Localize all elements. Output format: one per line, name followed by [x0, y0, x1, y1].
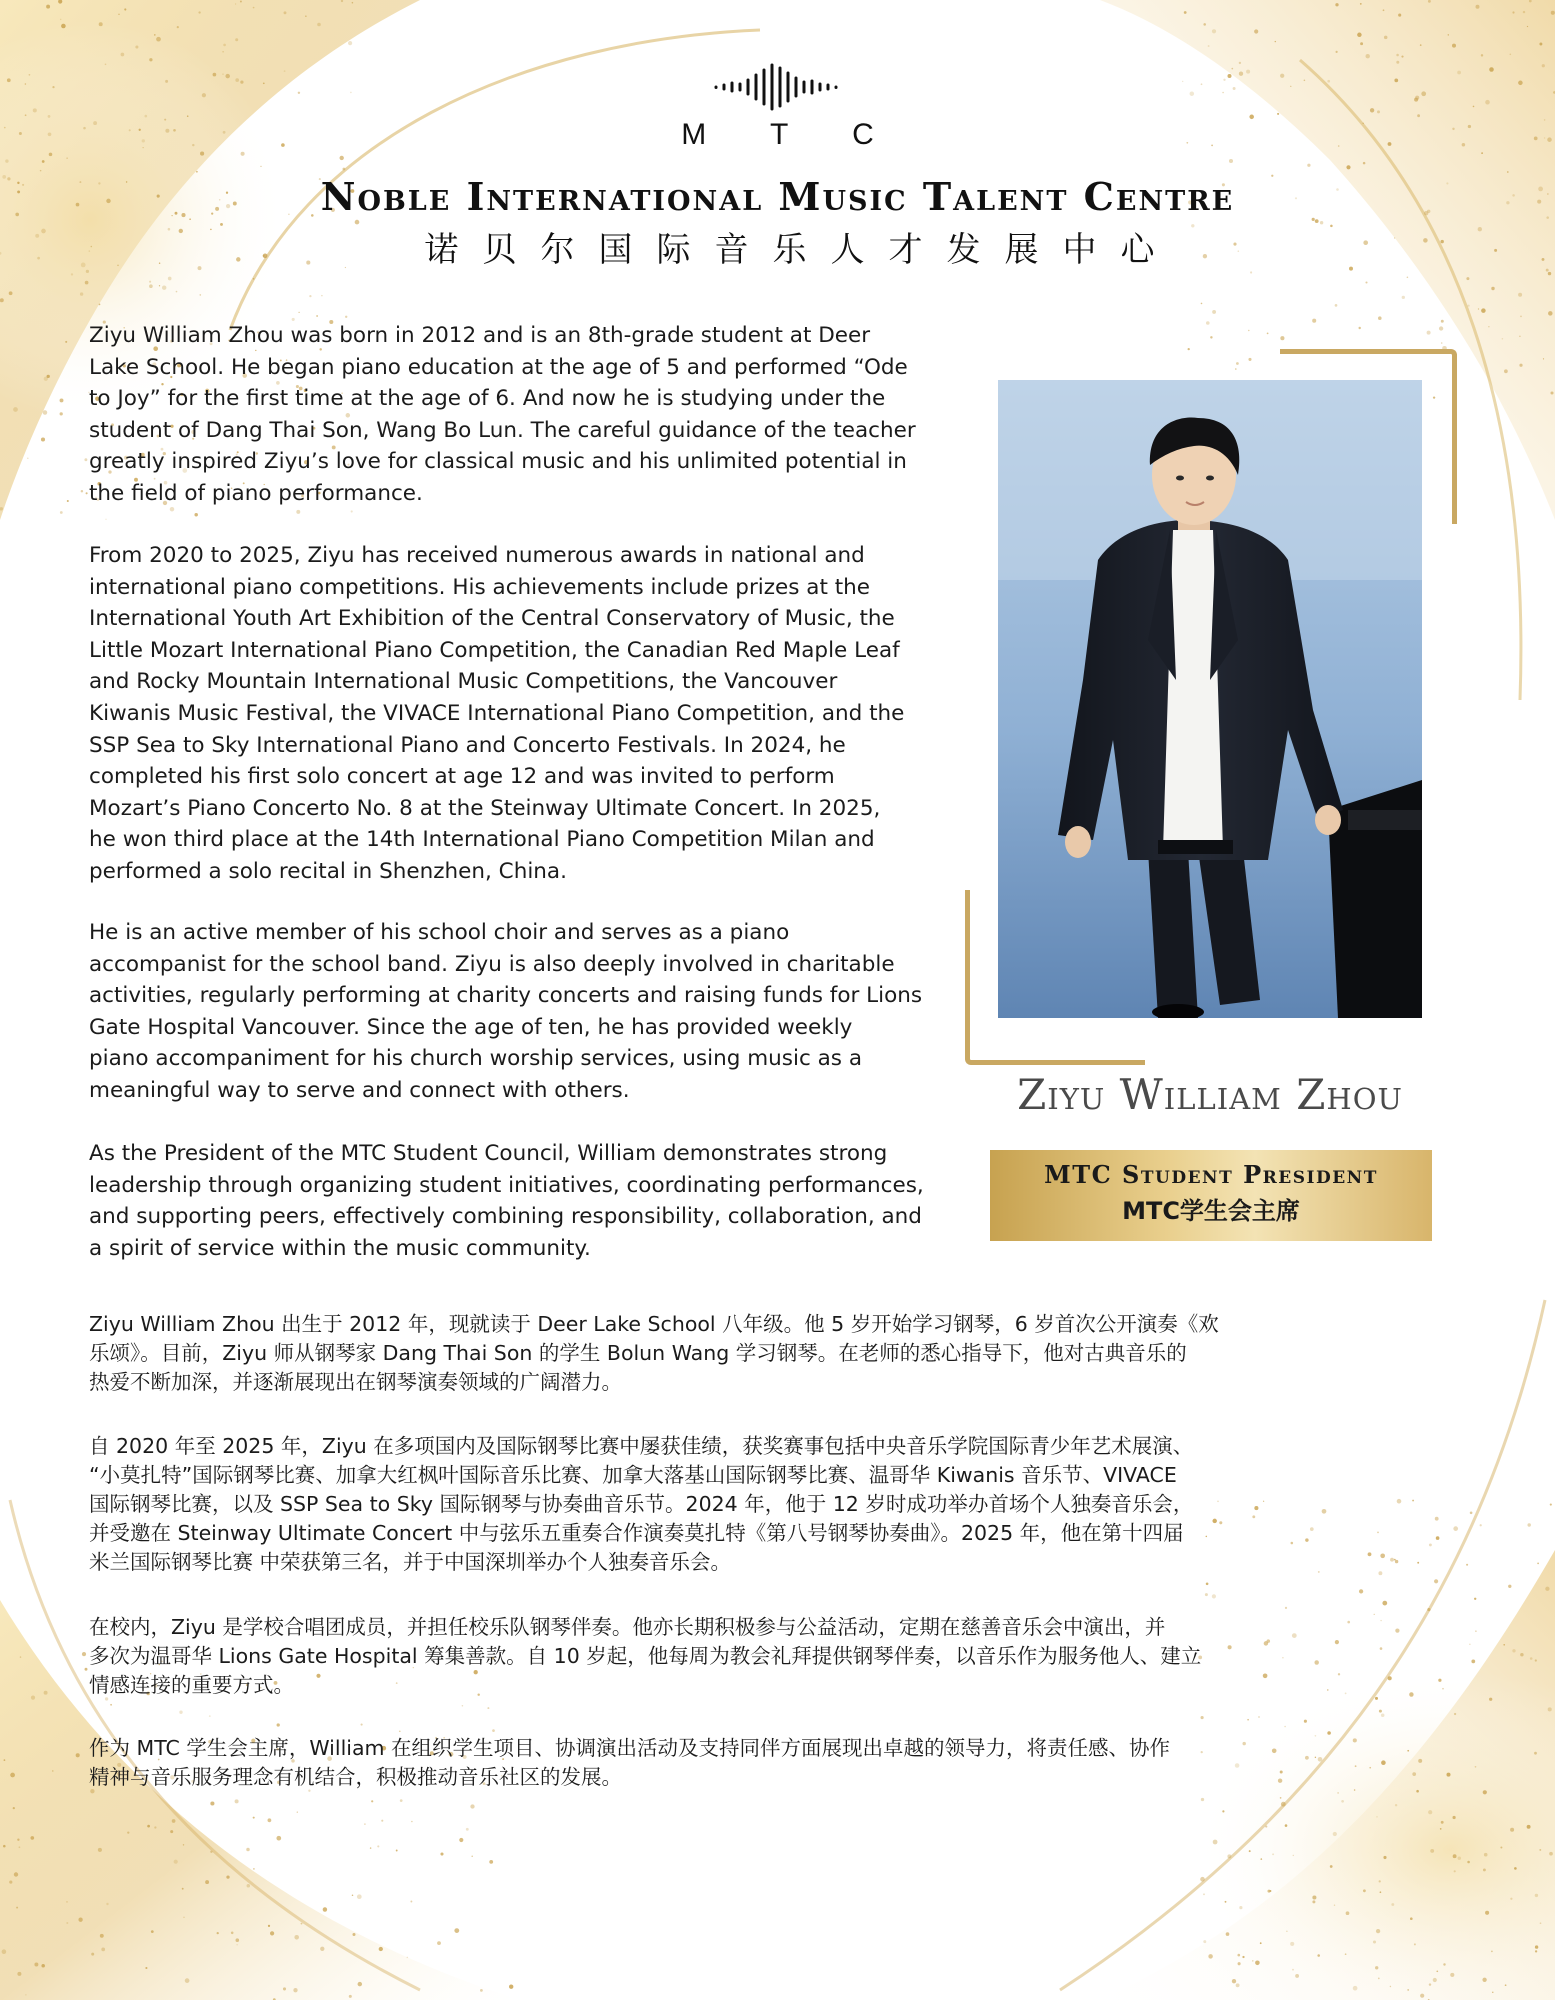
text-line: Mozart’s Piano Concerto No. 8 at the Steinway Ultimate Concert. In 2025, — [89, 795, 881, 821]
text-line: a spirit of service within the music community. — [89, 1235, 591, 1261]
text-line: 作为 MTC 学生会主席，William 在组织学生项目、协调演出活动及支持同伴方面展现出卓越的领导力，将责任感、协作 — [89, 1736, 1171, 1760]
text-line: leadership through organizing student initiatives, coordinating performances, — [89, 1172, 924, 1198]
text-line: 国际钢琴比赛，以及 SSP Sea to Sky 国际钢琴与协奏曲音乐节。2024 年，他于 12 岁时成功举办首场个人独奏音乐会， — [89, 1492, 1194, 1516]
text-line: 并受邀在 Steinway Ultimate Concert 中与弦乐五重奏合作演奏莫扎特《第八号钢琴协奏曲》。2025 年，他在第十四届 — [89, 1521, 1184, 1545]
text-line: 多次为温哥华 Lions Gate Hospital 筹集善款。自 10 岁起，他每周为教会礼拜提供钢琴伴奏，以音乐作为服务他人、建立 — [89, 1644, 1202, 1668]
text-line: and supporting peers, effectively combining responsibility, collaboration, and — [89, 1204, 922, 1230]
text-line: activities, regularly performing at charity concerts and raising funds for Lions — [89, 983, 923, 1009]
title-badge — [990, 1150, 1432, 1241]
text-line: piano accompaniment for his church worship services, using music as a — [89, 1046, 863, 1072]
organization-name-english: Noble International Music Talent Centre — [320, 174, 1235, 219]
portrait-photo — [998, 380, 1422, 1018]
text-line: completed his first solo concert at age 12 and was invited to perform — [89, 764, 835, 790]
bio-english-paragraph-4 — [89, 1138, 924, 1264]
text-line: Little Mozart International Piano Competition, the Canadian Red Maple Leaf — [89, 637, 900, 663]
text-line: International Youth Art Exhibition of the Central Conservatory of Music, the — [89, 606, 895, 632]
text-line: accompanist for the school band. Ziyu is also deeply involved in charitable — [89, 951, 895, 977]
text-line: Ziyu William Zhou 出生于 2012 年，现就读于 Deer Lake School 八年级。他 5 岁开始学习钢琴，6 岁首次公开演奏《欢 — [89, 1312, 1219, 1336]
title-chinese: MTC学生会主席 — [1122, 1197, 1300, 1225]
text-line: 乐颂》。目前，Ziyu 师从钢琴家 Dang Thai Son 的学生 Bolun Wang 学习钢琴。在老师的悉心指导下，他对古典音乐的 — [89, 1341, 1187, 1365]
text-line: performed a solo recital in Shenzhen, China. — [89, 858, 567, 884]
organization-name-chinese: 诺贝尔国际音乐人才发展中心 — [424, 230, 1179, 270]
bio-chinese-paragraph-3 — [89, 1613, 1201, 1700]
text-line: 米兰国际钢琴比赛 中荣获第三名，并于中国深圳举办个人独奏音乐会。 — [89, 1550, 732, 1574]
text-line: “小莫扎特”国际钢琴比赛、加拿大红枫叶国际音乐比赛、加拿大落基山国际钢琴比赛、温哥华 Kiwanis 音乐节、VIVACE — [89, 1463, 1177, 1487]
bio-english-paragraph-1 — [89, 320, 916, 510]
title-english: MTC Student President — [1044, 1160, 1378, 1189]
text-line: Kiwanis Music Festival, the VIVACE International Piano Competition, and the — [89, 700, 905, 726]
text-line: 情感连接的重要方式。 — [89, 1673, 294, 1697]
student-name: Ziyu William Zhou — [1017, 1070, 1403, 1119]
bio-english-paragraph-3 — [89, 917, 922, 1107]
text-line: From 2020 to 2025, Ziyu has received numerous awards in national and — [89, 543, 865, 568]
mtc-logo — [0, 62, 1555, 152]
bio-chinese-paragraph-4 — [89, 1734, 1170, 1792]
text-line: Gate Hospital Vancouver. Since the age of ten, he has provided weekly — [89, 1014, 853, 1040]
text-line: meaningful way to serve and connect with others. — [89, 1077, 630, 1103]
text-line: He is an active member of his school choir and serves as a piano — [89, 920, 790, 945]
text-line: 热爱不断加深，并逐渐展现出在钢琴演奏领域的广阔潜力。 — [89, 1370, 622, 1394]
text-line: Ziyu William Zhou was born in 2012 and is an 8th-grade student at Deer — [89, 323, 871, 348]
text-line: student of Dang Thai Son, Wang Bo Lun. The careful guidance of the teacher — [89, 417, 916, 443]
text-line: SSP Sea to Sky International Piano and Concerto Festivals. In 2024, he — [89, 732, 846, 758]
bio-chinese-paragraph-1 — [89, 1310, 1219, 1397]
text-line: international piano competitions. His achievements include prizes at the — [89, 574, 871, 600]
text-line: Lake School. He began piano education at the age of 5 and performed “Ode — [89, 354, 908, 380]
text-line: greatly inspired Ziyu’s love for classical music and his unlimited potential in — [89, 449, 907, 475]
bio-chinese-paragraph-2 — [89, 1432, 1193, 1577]
text-line: 自 2020 年至 2025 年，Ziyu 在多项国内及国际钢琴比赛中屡获佳绩，获奖赛事包括中央音乐学院国际青少年艺术展演、 — [89, 1434, 1194, 1458]
soundwave-icon — [713, 62, 843, 112]
text-line: he won third place at the 14th International Piano Competition Milan and — [89, 827, 875, 853]
text-line: 在校内，Ziyu 是学校合唱团成员，并担任校乐队钢琴伴奏。他亦长期积极参与公益活动，定期在慈善音乐会中演出，并 — [89, 1615, 1166, 1639]
text-line: and Rocky Mountain International Music Competitions, the Vancouver — [89, 669, 838, 695]
text-line: the field of piano performance. — [89, 480, 423, 506]
logo-text: M T C — [681, 118, 902, 151]
bio-english-paragraph-2 — [89, 540, 904, 888]
text-line: 精神与音乐服务理念有机结合，积极推动音乐社区的发展。 — [89, 1765, 622, 1789]
text-line: to Joy” for the first time at the age of 6. And now he is studying under the — [89, 386, 886, 412]
text-line: As the President of the MTC Student Council, William demonstrates strong — [89, 1141, 888, 1166]
